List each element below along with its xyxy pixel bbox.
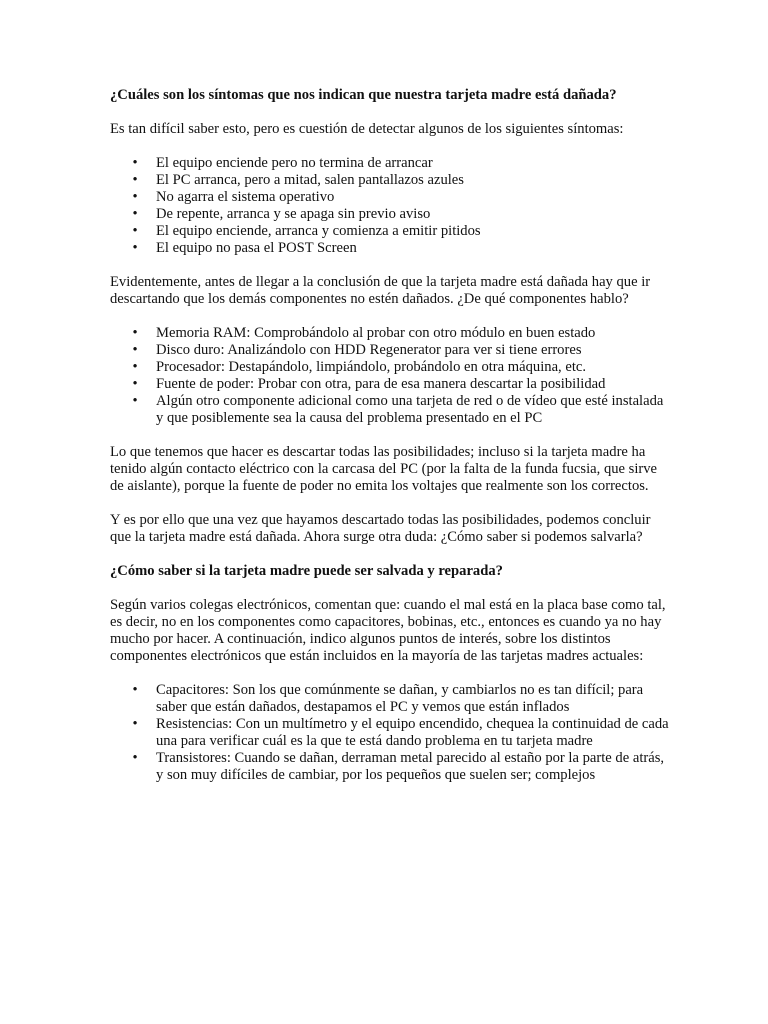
symptom-item [110,206,670,223]
symptom-item-text: El equipo enciende, arranca y comienza a emitir pitidos [156,223,481,239]
bullet-icon: • [132,325,138,341]
evident-paragraph: Evidentemente, antes de llegar a la conclusión de que la tarjeta madre está dañada hay que ir descartando que los demás componentes no estén dañados. ¿De qué componentes hablo? [110,274,651,307]
bullet-icon: • [132,359,138,375]
intro-paragraph: Es tan difícil saber esto, pero es cuestión de detectar algunos de los siguientes síntomas: [110,121,624,137]
component-item-text: Memoria RAM: Comprobándolo al probar con otro módulo en buen estado [156,325,596,341]
electronic-component-item [110,716,670,750]
components-list [110,325,670,427]
document-page [110,87,670,801]
bullet-icon: • [132,376,138,392]
symptom-item-text: El equipo no pasa el POST Screen [156,240,357,256]
symptom-item [110,223,670,240]
bullet-icon: • [132,240,138,256]
component-item [110,393,670,427]
bullet-icon: • [132,342,138,358]
heading-repair: ¿Cómo saber si la tarjeta madre puede ser salvada y reparada? [110,563,503,579]
electronic-component-item-text: Transistores: Cuando se dañan, derraman metal parecido al estaño por la parte de atrás, y son muy difíciles de cambiar, por los pequeños que suelen ser; complejos [156,750,665,783]
component-item-text: Disco duro: Analizándolo con HDD Regenerator para ver si tiene errores [156,342,582,358]
bullet-icon: • [132,223,138,239]
symptom-item [110,189,670,206]
symptoms-list [110,155,670,257]
component-item [110,359,670,376]
component-item-text: Procesador: Destapándolo, limpiándolo, probándolo en otra máquina, etc. [156,359,586,375]
bullet-icon: • [132,682,138,698]
electronic-component-item-text: Resistencias: Con un multímetro y el equipo encendido, chequea la continuidad de cada una para verificar cuál es la que te está dando problema en tu tarjeta madre [156,716,669,749]
electronic-component-item-text: Capacitores: Son los que comúnmente se dañan, y cambiarlos no es tan difícil; para saber que están dañados, destapamos el PC y vemos que están inflados [156,682,644,715]
symptom-item-text: De repente, arranca y se apaga sin previo aviso [156,206,431,222]
bullet-icon: • [132,206,138,222]
conclude-paragraph: Y es por ello que una vez que hayamos descartado todas las posibilidades, podemos concluir que la tarjeta madre está dañada. Ahora surge otra duda: ¿Cómo saber si podemos salvarla? [110,512,651,545]
symptom-item-text: No agarra el sistema operativo [156,189,335,205]
discard-paragraph: Lo que tenemos que hacer es descartar todas las posibilidades; incluso si la tarjeta madre ha tenido algún contacto eléctrico con la carcasa del PC (por la falta de la funda fucsia, que sirve de aislante), porque la fuente de poder no emita los voltajes que realmente son los correctos. [110,444,658,494]
component-item-text: Algún otro componente adicional como una tarjeta de red o de vídeo que esté instalada y que posiblemente sea la causa del problema presentado en el PC [156,393,664,426]
bullet-icon: • [132,393,138,409]
symptom-item [110,240,670,257]
component-item-text: Fuente de poder: Probar con otra, para de esa manera descartar la posibilidad [156,376,606,392]
colleagues-paragraph: Según varios colegas electrónicos, comentan que: cuando el mal está en la placa base como tal, es decir, no en los componentes como capacitores, bobinas, etc., entonces es cuando ya no hay mucho por hacer. A continuación, indico algunos puntos de interés, sobre los distintos componentes electrónicos que están incluidos en la mayoría de las tarjetas madres actuales: [110,597,666,664]
bullet-icon: • [132,716,138,732]
electronic-component-item [110,750,670,784]
component-item [110,325,670,342]
bullet-icon: • [132,155,138,171]
electronic-component-item [110,682,670,716]
bullet-icon: • [132,189,138,205]
symptom-item [110,172,670,189]
symptom-item-text: El PC arranca, pero a mitad, salen pantallazos azules [156,172,464,188]
component-item [110,342,670,359]
symptom-item-text: El equipo enciende pero no termina de arrancar [156,155,433,171]
symptom-item [110,155,670,172]
bullet-icon: • [132,172,138,188]
electronics-list [110,682,670,784]
heading-symptoms: ¿Cuáles son los síntomas que nos indican que nuestra tarjeta madre está dañada? [110,87,617,103]
bullet-icon: • [132,750,138,766]
component-item [110,376,670,393]
